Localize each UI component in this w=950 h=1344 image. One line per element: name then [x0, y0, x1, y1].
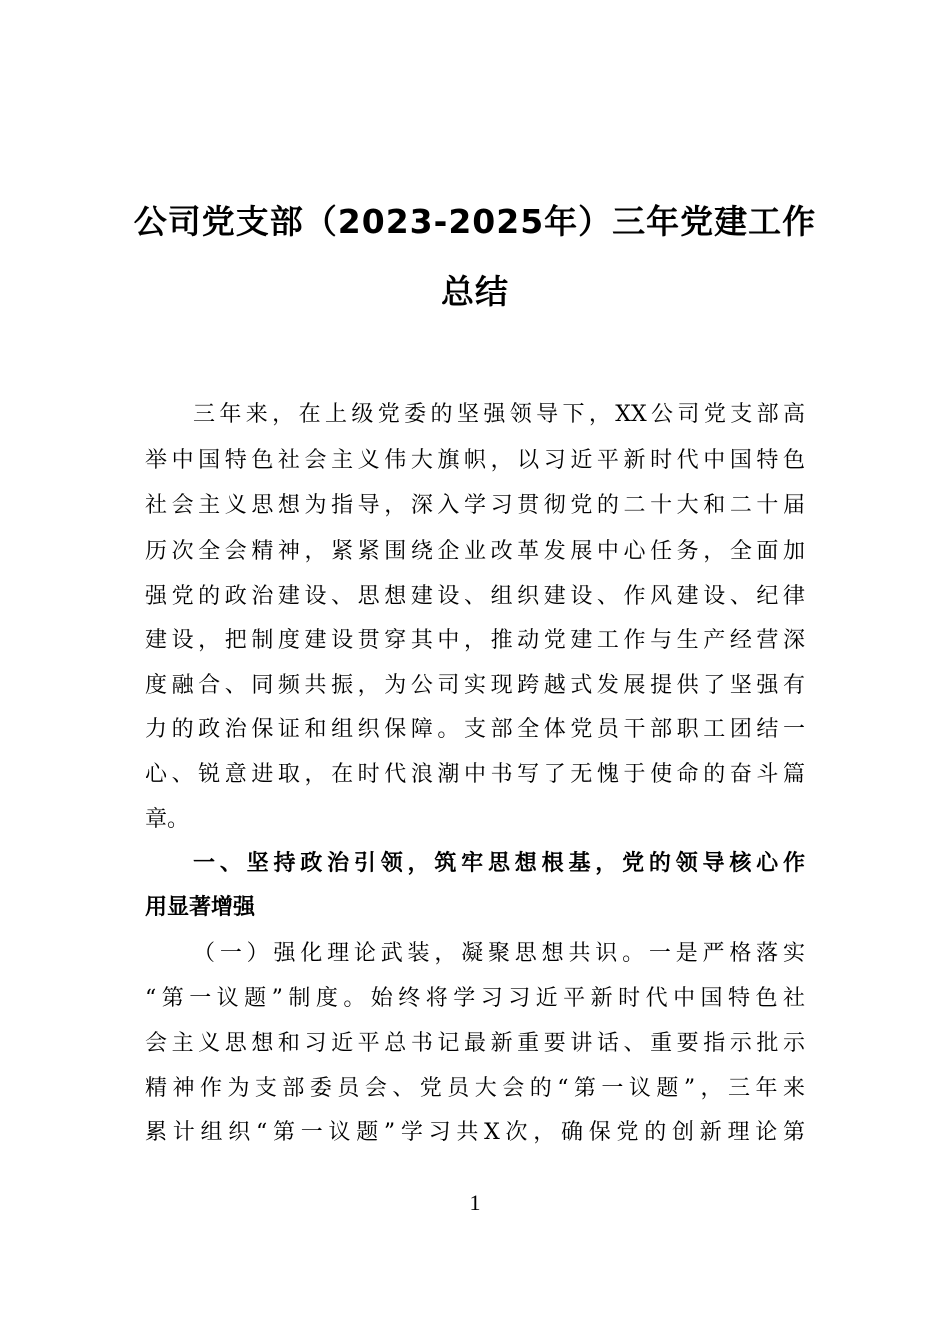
document-title-line-1: 公司党支部（2023-2025年）三年党建工作 [133, 202, 817, 241]
paragraph-line: 累计组织“第一议题”学习共X次，确保党的创新理论第 [145, 1120, 805, 1145]
paragraph-line: 度融合、同频共振，为公司实现跨越式发展提供了坚强有 [145, 673, 805, 698]
paragraph-line: 精神作为支部委员会、党员大会的“第一议题”，三年来 [145, 1076, 805, 1101]
paragraph-line: 会主义思想和习近平总书记最新重要讲话、重要指示批示 [145, 1031, 805, 1056]
paragraph-line: “第一议题”制度。始终将学习习近平新时代中国特色社 [145, 986, 805, 1011]
paragraph-line: 力的政治保证和组织保障。支部全体党员干部职工团结一 [145, 717, 805, 742]
section-heading-line: 一、坚持政治引领，筑牢思想根基，党的领导核心作 [193, 851, 805, 876]
paragraph-line: 心、锐意进取，在时代浪潮中书写了无愧于使命的奋斗篇 [145, 762, 805, 787]
document-title-line-2: 总结 [441, 272, 509, 311]
paragraph-line: （一）强化理论武装，凝聚思想共识。一是严格落实 [193, 941, 805, 966]
paragraph-line: 三年来，在上级党委的坚强领导下，XX公司党支部高 [193, 402, 805, 427]
page-number: 1 [469, 1190, 481, 1215]
paragraph-line: 建设，把制度建设贯穿其中，推动党建工作与生产经营深 [145, 628, 805, 653]
paragraph-line: 章。 [145, 807, 190, 832]
section-heading-line: 用显著增强 [145, 895, 256, 920]
paragraph-line: 强党的政治建设、思想建设、组织建设、作风建设、纪律 [145, 584, 805, 609]
paragraph-line: 历次全会精神，紧紧围绕企业改革发展中心任务，全面加 [145, 539, 805, 564]
paragraph-line: 社会主义思想为指导，深入学习贯彻党的二十大和二十届 [145, 493, 805, 518]
paragraph-line: 举中国特色社会主义伟大旗帜，以习近平新时代中国特色 [145, 448, 805, 473]
